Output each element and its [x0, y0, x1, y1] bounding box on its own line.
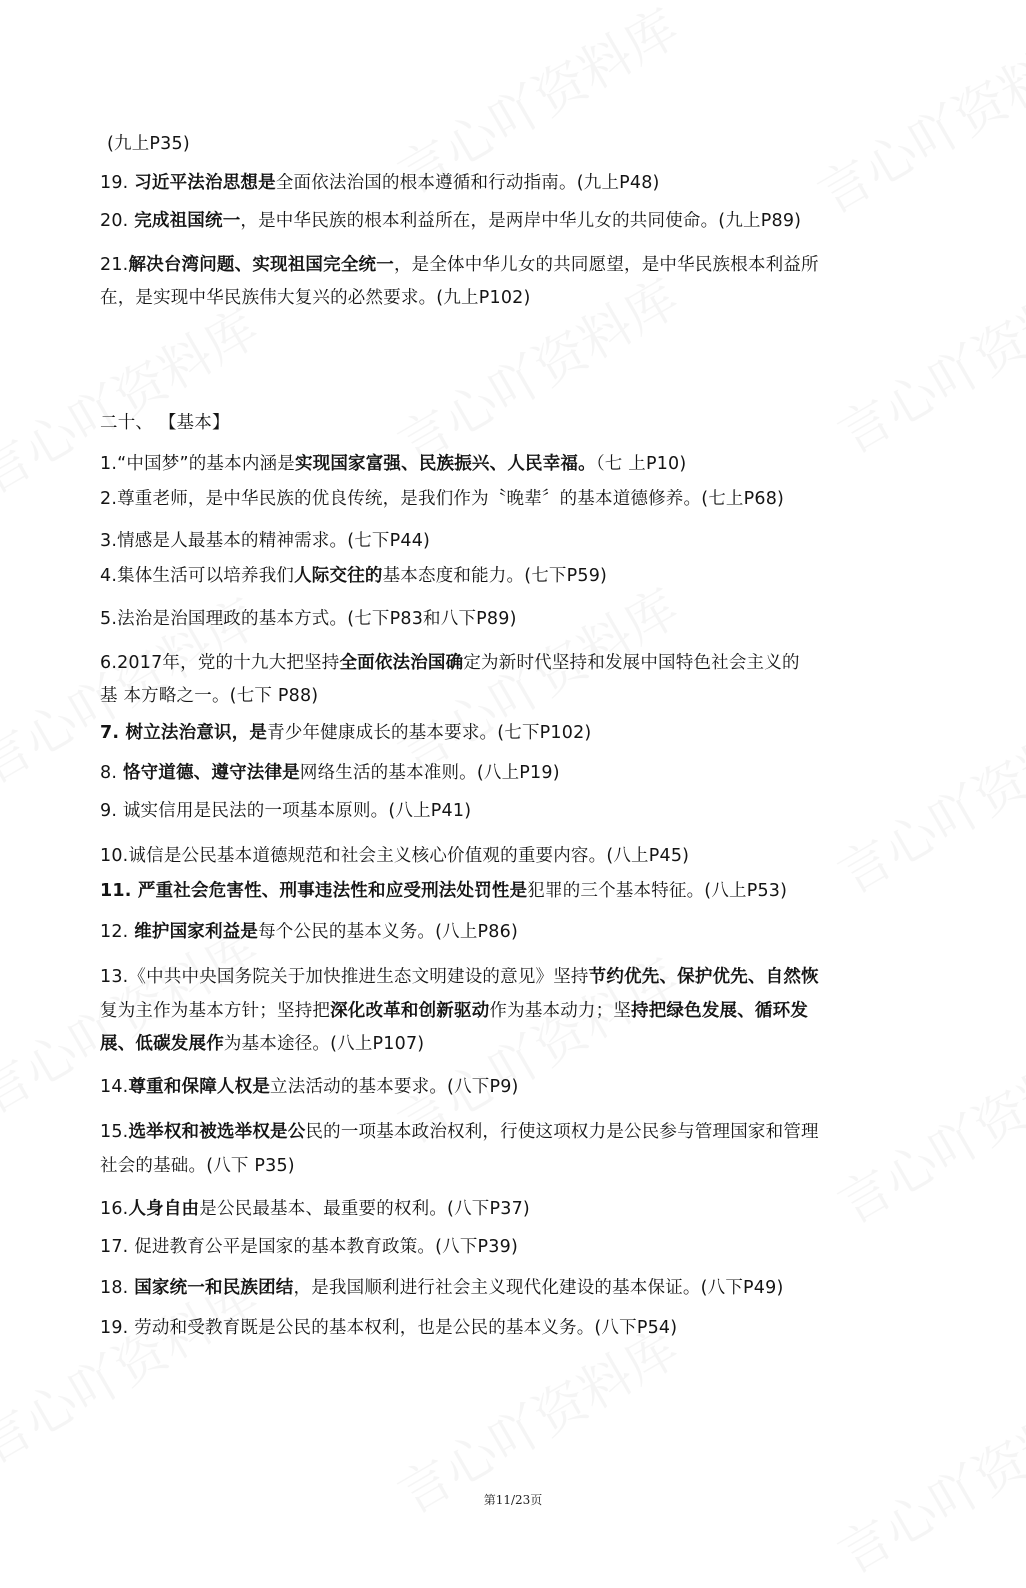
- text-line: [100, 1121, 819, 1143]
- text-run: ，是我国顺利进行社会主义现代化建设的基本保证。(八下P49): [293, 1278, 784, 1298]
- bold-text: 实现国家富强、民族振兴、人民幸福。: [294, 454, 596, 474]
- text-run: 立法活动的基本要求。(八下P9): [270, 1077, 519, 1097]
- text-line: [100, 880, 787, 902]
- watermark-text: [822, 1367, 1026, 1588]
- bold-text: 解决台湾问题、实现祖国完全统一: [128, 255, 394, 275]
- text-line: [100, 172, 660, 194]
- bold-text: 持把绿色发展、循环发: [631, 1001, 809, 1021]
- text-run: 9. 诚实信用是民法的一项基本原则。(八上P41): [100, 801, 472, 821]
- text-line: [100, 1198, 530, 1220]
- watermark-text: [382, 567, 690, 788]
- text-run: 20.: [100, 211, 135, 231]
- text-run: 社会的基础。(八下 P35): [100, 1156, 295, 1176]
- text-line: [100, 1277, 784, 1299]
- text-run: 网络生活的基本准则。(八上P19): [299, 763, 560, 783]
- text-run: 14.: [100, 1077, 129, 1097]
- text-run: ，是全体中华儿女的共同愿望，是中华民族根本利益所: [393, 255, 819, 275]
- text-run: 6.2017年，党的十九大把坚持: [100, 653, 340, 673]
- text-run: ，是中华民族的根本利益所在，是两岸中华儿女的共同使命。(九上P89): [240, 211, 802, 231]
- text-run: 4.集体生活可以培养我们: [100, 566, 295, 586]
- text-run: 1.“中国梦”的基本内涵是: [100, 454, 295, 474]
- text-run: 作为基本动力；坚: [489, 1001, 632, 1021]
- watermark-text: [822, 687, 1026, 908]
- watermark-text: [802, 7, 1026, 228]
- text-line: [100, 254, 819, 276]
- bold-text: 恪守道德、遵守法律是: [122, 763, 300, 783]
- text-run: 19. 劳动和受教育既是公民的基本权利，也是公民的基本义务。(八下P54): [100, 1318, 678, 1338]
- bold-text: 全面依法治国确: [339, 653, 464, 673]
- bold-text: 深化改革和创新驱动: [330, 1001, 490, 1021]
- text-line: [100, 762, 560, 784]
- section-heading: [100, 412, 230, 434]
- text-run: 2.尊重老师，是中华民族的优良传统，是我们作为〝晚辈〞的基本道德修养。(七上P68): [100, 489, 785, 509]
- text-run: 15.: [100, 1122, 129, 1142]
- bold-text: 11. 严重社会危害性、刑事违法性和应受刑法处罚性是: [100, 881, 528, 901]
- text-line: [100, 685, 318, 707]
- text-line: [100, 1076, 519, 1098]
- text-line: [107, 133, 190, 155]
- text-run: 12.: [100, 922, 135, 942]
- text-run: 16.: [100, 1199, 129, 1219]
- watermark-text: [822, 1017, 1026, 1238]
- bold-text: 完成祖国统一: [134, 211, 241, 231]
- text-run: 10.诚信是公民基本道德规范和社会主义核心价值观的重要内容。(八上P45): [100, 846, 690, 866]
- text-run: 定为新时代坚持和发展中国特色社会主义的: [463, 653, 800, 673]
- watermark-text: [822, 247, 1026, 468]
- bold-text: 展、低碳发展作: [100, 1034, 224, 1054]
- text-run: 民的一项基本政治权利，行使这项权力是公民参与管理国家和管理: [305, 1122, 819, 1142]
- bold-text: 尊重和保障人权是: [128, 1077, 271, 1097]
- text-line: [100, 210, 801, 232]
- bold-text: 维护国家利益是: [134, 922, 259, 942]
- bold-text: 习近平法治思想是: [134, 173, 276, 193]
- text-line: [100, 652, 800, 674]
- bold-text: 人际交往的: [294, 566, 383, 586]
- text-run: 全面依法治国的根本遵循和行动指南。(九上P48): [275, 173, 660, 193]
- bold-text: 节约优先、保护优先、自然恢: [588, 967, 819, 987]
- text-line: [100, 1000, 808, 1022]
- text-line: [100, 565, 607, 587]
- text-line: [100, 800, 471, 822]
- text-run: 为基本途径。(八上P107): [223, 1034, 425, 1054]
- text-run: 犯罪的三个基本特征。(八上P53): [527, 881, 788, 901]
- text-line: [100, 966, 819, 988]
- bold-text: 7. 树立法治意识，是: [100, 723, 268, 743]
- text-line: [100, 921, 518, 943]
- text-run: 二十、 【基本】: [100, 413, 230, 433]
- text-run: 基本态度和能力。(七下P59): [382, 566, 608, 586]
- text-run: 5.法治是治国理政的基本方式。(七下P83和八下P89): [100, 609, 517, 629]
- text-run: 复为主作为基本方针；坚持把: [100, 1001, 331, 1021]
- text-line: [100, 608, 517, 630]
- text-line: [100, 1317, 677, 1339]
- text-run: 是公民最基本、最重要的权利。(八下P37): [199, 1199, 530, 1219]
- text-run: 19.: [100, 173, 135, 193]
- text-run: 21.: [100, 255, 129, 275]
- text-line: [100, 1236, 518, 1258]
- text-run: 3.情感是人最基本的精神需求。(七下P44): [100, 531, 431, 551]
- text-line: [100, 1155, 295, 1177]
- text-run: 在，是实现中华民族伟大复兴的必然要求。(九上P102): [100, 288, 531, 308]
- bold-text: 国家统一和民族团结: [134, 1278, 294, 1298]
- text-line: [100, 845, 689, 867]
- bold-text: 选举权和被选举权是公: [128, 1122, 306, 1142]
- text-run: 青少年健康成长的基本要求。(七下P102): [267, 723, 592, 743]
- text-run: (九上P35): [107, 134, 190, 154]
- text-run: 13.《中共中央国务院关于加快推进生态文明建设的意见》坚持: [100, 967, 589, 987]
- text-line: [100, 488, 784, 510]
- page-number: 第11/23页: [483, 1493, 543, 1507]
- text-run: 基 本方略之一。(七下 P88): [100, 686, 319, 706]
- text-run: 8.: [100, 763, 123, 783]
- text-run: 每个公民的基本义务。(八上P86): [258, 922, 518, 942]
- text-line: [100, 287, 531, 309]
- text-run: 17. 促进教育公平是国家的基本教育政策。(八下P39): [100, 1237, 518, 1257]
- text-line: [100, 453, 686, 475]
- text-line: [100, 1033, 424, 1055]
- text-line: [100, 530, 430, 552]
- text-run: （七 上P10): [595, 454, 687, 474]
- bold-text: 人身自由: [128, 1199, 200, 1219]
- text-run: 18.: [100, 1278, 135, 1298]
- text-line: [100, 722, 591, 744]
